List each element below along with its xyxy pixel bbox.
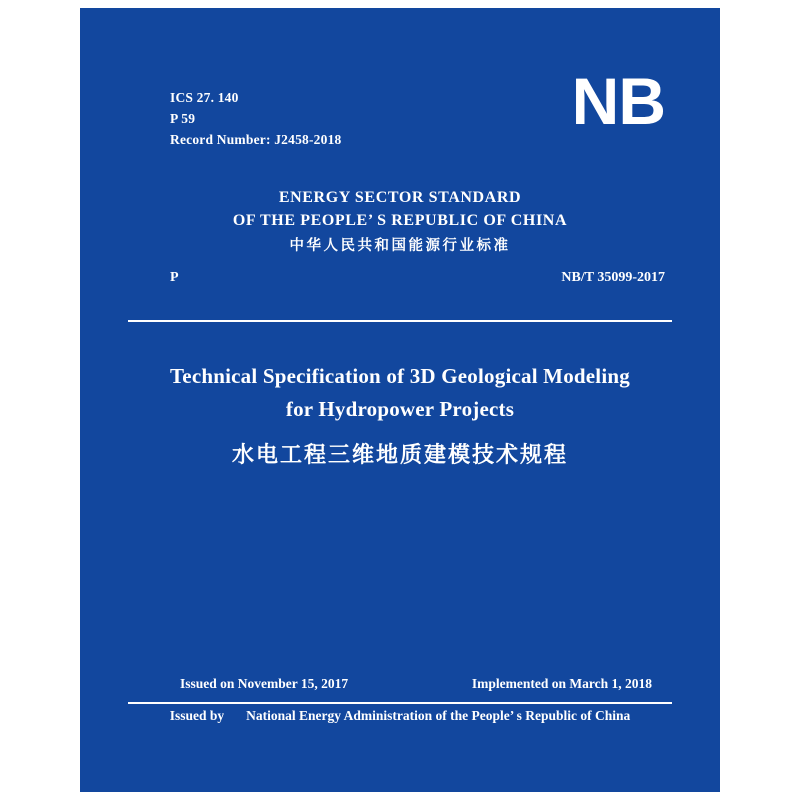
classification-code: P 59 — [170, 110, 196, 126]
standard-title — [80, 186, 720, 257]
issuer-row — [80, 708, 720, 724]
issued-by-label: Issued by — [169, 708, 225, 723]
document-title-line2: for Hydropower Projects — [285, 396, 515, 421]
ics-code: ICS 27. 140 — [170, 90, 239, 105]
nb-logo: NB — [571, 64, 665, 138]
document-title-line1: Technical Specification of 3D Geological Modeling — [170, 364, 630, 388]
implemented-date: Implemented on March 1, 2018 — [471, 676, 652, 691]
document-title — [120, 360, 680, 473]
record-number: Record Number: J2458-2018 — [170, 131, 342, 147]
standard-code-row — [170, 270, 665, 286]
issued-date: Issued on November 15, 2017 — [180, 676, 349, 691]
document-title-chinese: 水电工程三维地质建模技术规程 — [231, 443, 568, 469]
category-letter: P — [170, 270, 179, 285]
issuer-organization: National Energy Administration of the People’ s Republic of China — [246, 708, 631, 723]
divider-top — [128, 320, 672, 322]
standard-title-line2: OF THE PEOPLE’ S REPUBLIC OF CHINA — [232, 212, 568, 230]
divider-bottom — [128, 702, 672, 704]
standard-title-line1: ENERGY SECTOR STANDARD — [278, 189, 522, 206]
standard-cover — [80, 8, 720, 792]
standard-title-chinese: 中华人民共和国能源行业标准 — [289, 238, 511, 255]
dates-row — [180, 676, 652, 692]
cover-meta-block — [170, 88, 341, 151]
standard-number: NB/T 35099-2017 — [561, 270, 665, 285]
